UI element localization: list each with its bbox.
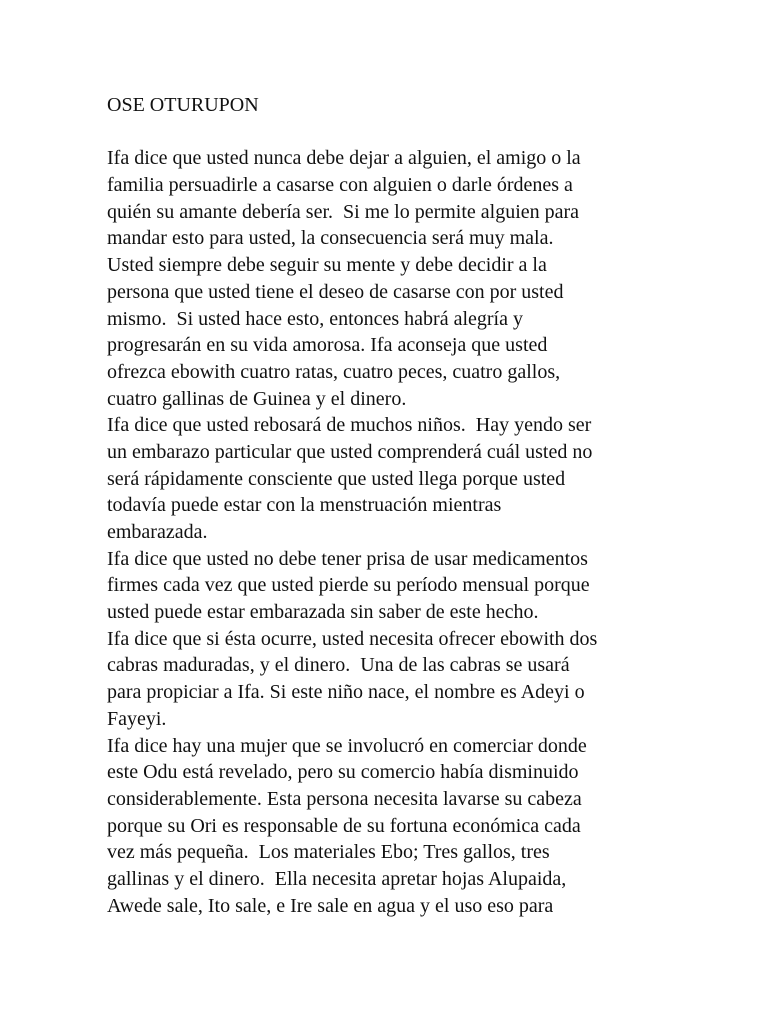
text-line: embarazada. — [107, 521, 208, 544]
text-line: Ifa dice hay una mujer que se involucró en comerciar donde — [107, 734, 587, 757]
text-line: firmes cada vez que usted pierde su período mensual porque — [107, 574, 590, 597]
text-line: todavía puede estar con la menstruación mientras — [107, 494, 502, 517]
text-line: usted puede estar embarazada sin saber de este hecho. — [107, 601, 539, 624]
text-line: mismo. Si usted hace esto, entonces habrá alegría y — [107, 307, 523, 330]
text-line: Ifa dice que usted nunca debe dejar a alguien, el amigo o la — [107, 147, 581, 170]
text-line: quién su amante debería ser. Si me lo permite alguien para — [107, 200, 580, 223]
text-line: para propiciar a Ifa. Si este niño nace, el nombre es Adeyi o — [107, 681, 585, 704]
text-line: considerablemente. Esta persona necesita lavarse su cabeza — [107, 787, 582, 810]
text-line: persona que usted tiene el deseo de casarse con por usted — [107, 280, 564, 303]
text-line: Ifa dice que si ésta ocurre, usted necesita ofrecer ebowith dos — [107, 627, 598, 650]
text-line: un embarazo particular que usted comprenderá cuál usted no — [107, 440, 593, 463]
text-line: Ifa dice que usted rebosará de muchos niños. Hay yendo ser — [107, 414, 592, 437]
text-line: Usted siempre debe seguir su mente y debe decidir a la — [107, 254, 547, 277]
text-line: ofrezca ebowith cuatro ratas, cuatro peces, cuatro gallos, — [107, 360, 561, 383]
text-line: Ifa dice que usted no debe tener prisa de usar medicamentos — [107, 547, 588, 570]
document-title: OSE OTURUPON — [107, 94, 259, 116]
document-body — [107, 92, 667, 919]
text-line: familia persuadirle a casarse con alguien o darle órdenes a — [107, 174, 573, 197]
text-line: vez más pequeña. Los materiales Ebo; Tres gallos, tres — [107, 841, 550, 864]
text-line: este Odu está revelado, pero su comercio había disminuido — [107, 761, 579, 784]
text-line: porque su Ori es responsable de su fortuna económica cada — [107, 814, 581, 837]
text-line: mandar esto para usted, la consecuencia será muy mala. — [107, 227, 554, 250]
text-line: Awede sale, Ito sale, e Ire sale en agua y el uso eso para — [107, 894, 554, 917]
text-line: será rápidamente consciente que usted llega porque usted — [107, 467, 566, 490]
text-line: Fayeyi. — [107, 707, 167, 730]
text-line: cuatro gallinas de Guinea y el dinero. — [107, 387, 407, 410]
text-line: progresarán en su vida amorosa. Ifa aconseja que usted — [107, 334, 548, 357]
text-line: gallinas y el dinero. Ella necesita apretar hojas Alupaida, — [107, 867, 567, 890]
text-line: cabras maduradas, y el dinero. Una de las cabras se usará — [107, 654, 570, 677]
body-text — [107, 145, 667, 919]
